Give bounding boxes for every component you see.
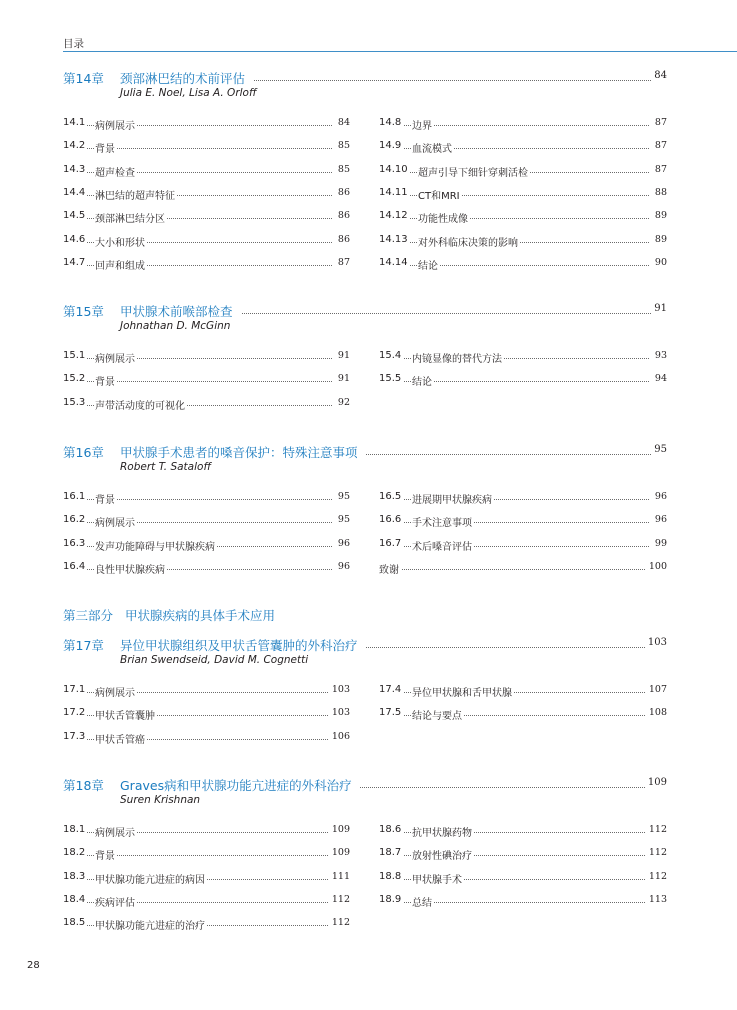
section-title: 放射性碘治疗 <box>412 847 474 862</box>
section-title: 背景 <box>95 140 117 155</box>
section-number: 14.13 <box>379 234 408 245</box>
section-page: 96 <box>335 538 350 549</box>
section-title: 血流模式 <box>412 140 454 155</box>
section-title: 抗甲状腺药物 <box>412 824 474 839</box>
chapter-authors: Julia E. Noel, Lisa A. Orloff <box>120 87 257 99</box>
toc-entry[interactable] <box>379 707 667 721</box>
section-page: 112 <box>646 824 667 835</box>
section-page: 85 <box>335 164 350 175</box>
section-title: 边界 <box>412 117 434 132</box>
toc-entry[interactable] <box>63 373 350 387</box>
toc-entry[interactable] <box>63 894 350 908</box>
section-number: 14.12 <box>379 210 408 221</box>
section-page: 111 <box>329 871 350 882</box>
section-number: 18.1 <box>63 824 86 835</box>
section-title: 颈部淋巴结分区 <box>95 210 167 225</box>
toc-entry[interactable] <box>63 871 350 885</box>
section-number: 16.6 <box>379 514 402 525</box>
toc-entry[interactable] <box>379 561 667 575</box>
section-page: 91 <box>335 373 350 384</box>
section-number: 18.9 <box>379 894 402 905</box>
chapter-title: Graves病和甲状腺功能亢进症的外科治疗 <box>120 776 360 794</box>
section-page: 92 <box>335 397 350 408</box>
section-page: 87 <box>652 140 667 151</box>
section-title: 声带活动度的可视化 <box>95 397 187 412</box>
section-number: 14.10 <box>379 164 408 175</box>
toc-entry[interactable] <box>63 847 350 861</box>
section-number: 17.1 <box>63 684 86 695</box>
section-page: 96 <box>652 514 667 525</box>
section-number: 14.8 <box>379 117 402 128</box>
section-page: 87 <box>652 164 667 175</box>
section-title: 甲状舌管癌 <box>95 731 147 746</box>
section-page: 109 <box>329 824 350 835</box>
part-label: 第三部分 <box>63 608 114 623</box>
toc-entry[interactable] <box>379 824 667 838</box>
chapter-authors: Brian Swendseid, David M. Cognetti <box>120 654 309 666</box>
toc-entry[interactable] <box>379 117 667 131</box>
chapter-page: 91 <box>651 303 667 314</box>
toc-entry[interactable] <box>379 164 667 178</box>
section-title: 淋巴结的超声特征 <box>95 187 177 202</box>
toc-entry[interactable] <box>379 140 667 154</box>
section-title: 功能性成像 <box>418 210 470 225</box>
toc-entry[interactable] <box>379 210 667 224</box>
chapter-page: 84 <box>651 70 667 81</box>
chapter-title: 颈部淋巴结的术前评估 <box>120 69 253 87</box>
section-number: 16.5 <box>379 491 402 502</box>
section-title: 甲状腺功能亢进症的病因 <box>95 871 207 886</box>
section-title: 大小和形状 <box>95 234 147 249</box>
section-number: 18.7 <box>379 847 402 858</box>
section-number: 14.6 <box>63 234 86 245</box>
section-title: 背景 <box>95 847 117 862</box>
toc-entry[interactable] <box>379 538 667 552</box>
section-number: 17.2 <box>63 707 86 718</box>
section-number: 17.5 <box>379 707 402 718</box>
toc-entry[interactable] <box>379 257 667 271</box>
section-number: 14.9 <box>379 140 402 151</box>
section-page: 106 <box>329 731 350 742</box>
toc-entry[interactable] <box>63 140 350 154</box>
toc-entry[interactable] <box>63 164 350 178</box>
section-page: 112 <box>646 847 667 858</box>
section-number: 16.7 <box>379 538 402 549</box>
section-page: 86 <box>335 210 350 221</box>
section-page: 95 <box>335 514 350 525</box>
section-number: 18.3 <box>63 871 86 882</box>
section-page: 99 <box>652 538 667 549</box>
section-number: 16.1 <box>63 491 86 502</box>
section-page: 109 <box>329 847 350 858</box>
section-title: 背景 <box>95 491 117 506</box>
section-number: 14.14 <box>379 257 408 268</box>
section-page: 90 <box>652 257 667 268</box>
chapter-title: 甲状腺术前喉部检查 <box>120 302 241 320</box>
section-number: 18.4 <box>63 894 86 905</box>
toc-entry[interactable] <box>379 684 667 698</box>
section-title: 结论 <box>412 373 434 388</box>
section-number: 15.1 <box>63 350 86 361</box>
chapter-page: 109 <box>645 777 667 788</box>
section-title: 结论与要点 <box>412 707 464 722</box>
section-page: 88 <box>652 187 667 198</box>
chapter-authors: Robert T. Sataloff <box>120 461 212 473</box>
section-title: 结论 <box>418 257 440 272</box>
section-page: 112 <box>329 894 350 905</box>
section-page: 93 <box>652 350 667 361</box>
chapter-number: 第14章 <box>63 71 104 86</box>
section-number: 15.3 <box>63 397 86 408</box>
chapter-number: 第17章 <box>63 638 104 653</box>
section-number: 18.5 <box>63 917 86 928</box>
section-page: 113 <box>646 894 667 905</box>
toc-entry[interactable] <box>379 847 667 861</box>
section-page: 94 <box>652 373 667 384</box>
section-number: 15.2 <box>63 373 86 384</box>
section-title: 术后嗓音评估 <box>412 538 474 553</box>
section-number: 18.2 <box>63 847 86 858</box>
section-page: 85 <box>335 140 350 151</box>
chapter-number: 第16章 <box>63 445 104 460</box>
section-page: 86 <box>335 187 350 198</box>
toc-entry[interactable] <box>63 538 350 552</box>
section-page: 112 <box>329 917 350 928</box>
section-page: 87 <box>652 117 667 128</box>
chapter-block <box>63 69 667 303</box>
section-number: 14.5 <box>63 210 86 221</box>
section-title: 内镜显像的替代方法 <box>412 350 504 365</box>
section-page: 84 <box>335 117 350 128</box>
header-rule <box>63 51 737 52</box>
page-number: 28 <box>27 960 40 971</box>
toc-entry[interactable] <box>63 731 350 745</box>
section-title: 手术注意事项 <box>412 514 474 529</box>
chapter-title: 甲状腺手术患者的嗓音保护：特殊注意事项 <box>120 443 366 461</box>
chapter-page: 103 <box>645 637 667 648</box>
section-number: 14.3 <box>63 164 86 175</box>
toc-entry[interactable] <box>63 187 350 201</box>
chapter-number: 第18章 <box>63 778 104 793</box>
toc-entry[interactable] <box>63 117 350 131</box>
section-number: 18.8 <box>379 871 402 882</box>
section-page: 96 <box>652 491 667 502</box>
chapter-block <box>63 776 667 1010</box>
toc-entry[interactable] <box>379 514 667 528</box>
dot-leader <box>387 569 649 570</box>
section-number: 14.1 <box>63 117 86 128</box>
chapter-number: 第15章 <box>63 304 104 319</box>
toc-entry[interactable] <box>63 491 350 505</box>
toc-entry[interactable] <box>63 234 350 248</box>
toc-entry[interactable] <box>63 397 350 411</box>
chapter-page: 95 <box>651 444 667 455</box>
section-number: 14.11 <box>379 187 408 198</box>
section-page: 89 <box>652 210 667 221</box>
section-title: 病例展示 <box>95 350 137 365</box>
section-page: 89 <box>652 234 667 245</box>
toc-entry[interactable] <box>379 894 667 908</box>
chapter-authors: Johnathan D. McGinn <box>120 320 231 332</box>
toc-entry[interactable] <box>63 210 350 224</box>
toc-entry[interactable] <box>63 917 350 931</box>
section-title: 甲状腺功能亢进症的治疗 <box>95 917 207 932</box>
section-number: 17.3 <box>63 731 86 742</box>
section-number: 15.5 <box>379 373 402 384</box>
toc-entry[interactable] <box>63 707 350 721</box>
section-page: 108 <box>646 707 667 718</box>
chapter-heading[interactable] <box>63 636 667 652</box>
toc-entry[interactable] <box>379 871 667 885</box>
section-page: 86 <box>335 234 350 245</box>
toc-entry[interactable] <box>63 824 350 838</box>
part-title: 甲状腺疾病的具体手术应用 <box>124 608 275 623</box>
section-number: 14.4 <box>63 187 86 198</box>
section-title: 病例展示 <box>95 117 137 132</box>
section-title: 发声功能障碍与甲状腺疾病 <box>95 538 217 553</box>
section-number: 16.2 <box>63 514 86 525</box>
section-title: 病例展示 <box>95 514 137 529</box>
section-title: 甲状腺手术 <box>412 871 464 886</box>
section-title: 对外科临床决策的影响 <box>418 234 520 249</box>
section-page: 96 <box>335 561 350 572</box>
toc-entry[interactable] <box>379 234 667 248</box>
toc-entry[interactable] <box>63 561 350 575</box>
chapter-authors: Suren Krishnan <box>120 794 201 806</box>
section-number: 18.6 <box>379 824 402 835</box>
toc-entry[interactable] <box>63 514 350 528</box>
toc-entry[interactable] <box>379 491 667 505</box>
chapter-heading[interactable] <box>63 302 667 318</box>
toc-entry[interactable] <box>379 350 667 364</box>
section-title: 总结 <box>412 894 434 909</box>
toc-entry[interactable] <box>379 187 667 201</box>
toc-entry[interactable] <box>63 350 350 364</box>
section-title: CT和MRI <box>418 187 462 202</box>
section-number: 16.4 <box>63 561 86 572</box>
chapter-heading[interactable] <box>63 69 667 85</box>
chapter-heading[interactable] <box>63 443 667 459</box>
section-title: 超声检查 <box>95 164 137 179</box>
section-page: 95 <box>335 491 350 502</box>
section-page: 107 <box>646 684 667 695</box>
section-title: 进展期甲状腺疾病 <box>412 491 494 506</box>
section-number: 致谢 <box>379 561 401 576</box>
section-number: 16.3 <box>63 538 86 549</box>
running-header: 目录 <box>63 38 84 50</box>
section-number: 17.4 <box>379 684 402 695</box>
section-page: 87 <box>335 257 350 268</box>
section-page: 91 <box>335 350 350 361</box>
section-page: 100 <box>646 561 667 572</box>
section-title: 良性甲状腺疾病 <box>95 561 167 576</box>
section-page: 103 <box>329 684 350 695</box>
section-title: 超声引导下细针穿刺活检 <box>418 164 530 179</box>
section-number: 14.2 <box>63 140 86 151</box>
section-title: 背景 <box>95 373 117 388</box>
section-title: 病例展示 <box>95 684 137 699</box>
section-number: 15.4 <box>379 350 402 361</box>
section-title: 回声和组成 <box>95 257 147 272</box>
section-title: 病例展示 <box>95 824 137 839</box>
toc-entry[interactable] <box>63 257 350 271</box>
chapter-heading[interactable] <box>63 776 667 792</box>
section-page: 103 <box>329 707 350 718</box>
section-page: 112 <box>646 871 667 882</box>
section-number: 14.7 <box>63 257 86 268</box>
toc-entry[interactable] <box>379 373 667 387</box>
section-title: 甲状舌管囊肿 <box>95 707 157 722</box>
section-title: 疾病评估 <box>95 894 137 909</box>
chapter-title: 异位甲状腺组织及甲状舌管囊肿的外科治疗 <box>120 636 366 654</box>
toc-entry[interactable] <box>63 684 350 698</box>
section-title: 异位甲状腺和舌甲状腺 <box>412 684 514 699</box>
